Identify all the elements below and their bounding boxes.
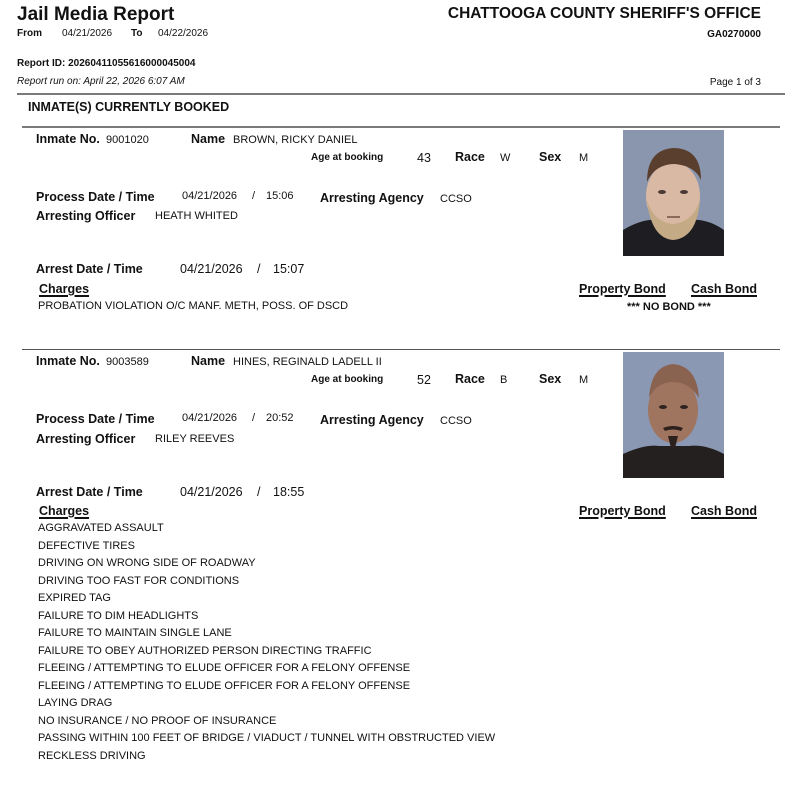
age-value: 52	[417, 373, 431, 387]
process-date: 04/21/2026	[182, 190, 238, 202]
to-label: To	[131, 28, 143, 39]
charge-item: DRIVING TOO FAST FOR CONDITIONS	[38, 574, 240, 587]
arrest-time: 18:55	[273, 485, 305, 499]
inmate-no-value: 9001020	[106, 134, 149, 146]
charge-item: LAYING DRAG	[38, 697, 113, 709]
inmate-photo	[623, 130, 724, 256]
charges-heading: Charges	[39, 282, 90, 296]
agency-name: CHATTOOGA COUNTY SHERIFF'S OFFICE	[447, 5, 761, 22]
age-label: Age at booking	[311, 152, 384, 163]
charge-item: PROBATION VIOLATION O/C MANF. METH, POSS. OF DSCD	[38, 300, 349, 312]
charge-item: FAILURE TO DIM HEADLIGHTS	[38, 609, 199, 622]
sex-value: M	[579, 152, 589, 164]
arrest-label: Arrest Date / Time	[36, 485, 143, 499]
arrest-sep: /	[257, 485, 261, 499]
arrest-time: 15:07	[273, 262, 305, 276]
name-value: BROWN, RICKY DANIEL	[233, 134, 358, 146]
cash-bond-heading: Cash Bond	[691, 504, 757, 518]
officer-label: Arresting Officer	[36, 432, 136, 446]
charge-item: FLEEING / ATTEMPTING TO ELUDE OFFICER FOR A FELONY OFFENSE	[38, 679, 411, 692]
cash-bond-heading: Cash Bond	[691, 282, 757, 296]
process-label: Process Date / Time	[36, 412, 155, 426]
property-bond-heading: Property Bond	[579, 282, 666, 296]
arrest-date: 04/21/2026	[180, 262, 243, 276]
inmate-no-value: 9003589	[106, 356, 149, 368]
inmate-no-label: Inmate No.	[36, 354, 100, 368]
name-label: Name	[191, 132, 226, 146]
charge-item: PASSING WITHIN 100 FEET OF BRIDGE / VIADUCT / TUNNEL WITH OBSTRUCTED VIEW	[38, 732, 496, 744]
arrest-date: 04/21/2026	[180, 485, 243, 499]
sex-label: Sex	[539, 150, 562, 164]
name-value: HINES, REGINALD LADELL II	[233, 356, 382, 368]
inmate-no-label: Inmate No.	[36, 132, 100, 146]
process-sep: /	[252, 190, 256, 202]
property-bond-heading: Property Bond	[579, 504, 666, 518]
officer-value: HEATH WHITED	[155, 210, 238, 222]
agency-label: Arresting Agency	[320, 413, 424, 427]
record-divider	[22, 349, 780, 350]
charges-list	[38, 298, 348, 316]
age-value: 43	[417, 151, 431, 165]
agency-value: CCSO	[440, 415, 472, 427]
charge-item: DRIVING ON WRONG SIDE OF ROADWAY	[38, 557, 256, 569]
bond-note: *** NO BOND ***	[627, 301, 711, 313]
report-title: Jail Media Report	[17, 4, 175, 25]
to-date: 04/22/2026	[158, 28, 209, 39]
process-time: 20:52	[266, 412, 294, 424]
section-divider	[22, 126, 780, 128]
section-title: INMATE(S) CURRENTLY BOOKED	[28, 100, 230, 114]
report-run-on: Report run on: April 22, 2026 6:07 AM	[17, 76, 185, 87]
sex-label: Sex	[539, 372, 562, 386]
inmate-photo	[623, 352, 724, 478]
from-date: 04/21/2026	[62, 28, 113, 39]
process-time: 15:06	[266, 190, 294, 202]
page-indicator: Page 1 of 3	[709, 77, 761, 88]
race-label: Race	[455, 372, 485, 386]
agency-value: CCSO	[440, 193, 472, 205]
mugshot-image	[623, 130, 724, 256]
officer-label: Arresting Officer	[36, 209, 136, 223]
sex-value: M	[579, 374, 589, 386]
mugshot-image	[623, 352, 724, 478]
arrest-label: Arrest Date / Time	[36, 262, 143, 276]
charge-item: RECKLESS DRIVING	[38, 749, 146, 762]
header-divider	[17, 93, 785, 95]
race-label: Race	[455, 150, 485, 164]
report-id: Report ID: 20260411055616000045004	[17, 58, 196, 69]
charge-item: EXPIRED TAG	[38, 592, 111, 604]
charges-heading: Charges	[39, 504, 90, 518]
officer-value: RILEY REEVES	[155, 433, 235, 445]
age-label: Age at booking	[311, 374, 384, 385]
race-value: W	[500, 152, 511, 164]
arrest-sep: /	[257, 262, 261, 276]
charge-item: NO INSURANCE / NO PROOF OF INSURANCE	[38, 714, 277, 727]
agency-label: Arresting Agency	[320, 191, 424, 205]
name-label: Name	[191, 354, 226, 368]
from-label: From	[17, 28, 42, 39]
race-value: B	[500, 374, 508, 386]
agency-ori: GA0270000	[707, 29, 761, 40]
charge-item: FLEEING / ATTEMPTING TO ELUDE OFFICER FOR A FELONY OFFENSE	[38, 662, 411, 674]
process-sep: /	[252, 412, 256, 424]
charge-item: DEFECTIVE TIRES	[38, 539, 135, 552]
charges-list	[38, 520, 495, 765]
charge-item: AGGRAVATED ASSAULT	[38, 522, 164, 534]
process-label: Process Date / Time	[36, 190, 155, 204]
process-date: 04/21/2026	[182, 412, 238, 424]
charge-item: FAILURE TO MAINTAIN SINGLE LANE	[38, 627, 232, 639]
charge-item: FAILURE TO OBEY AUTHORIZED PERSON DIRECTING TRAFFIC	[38, 644, 372, 657]
